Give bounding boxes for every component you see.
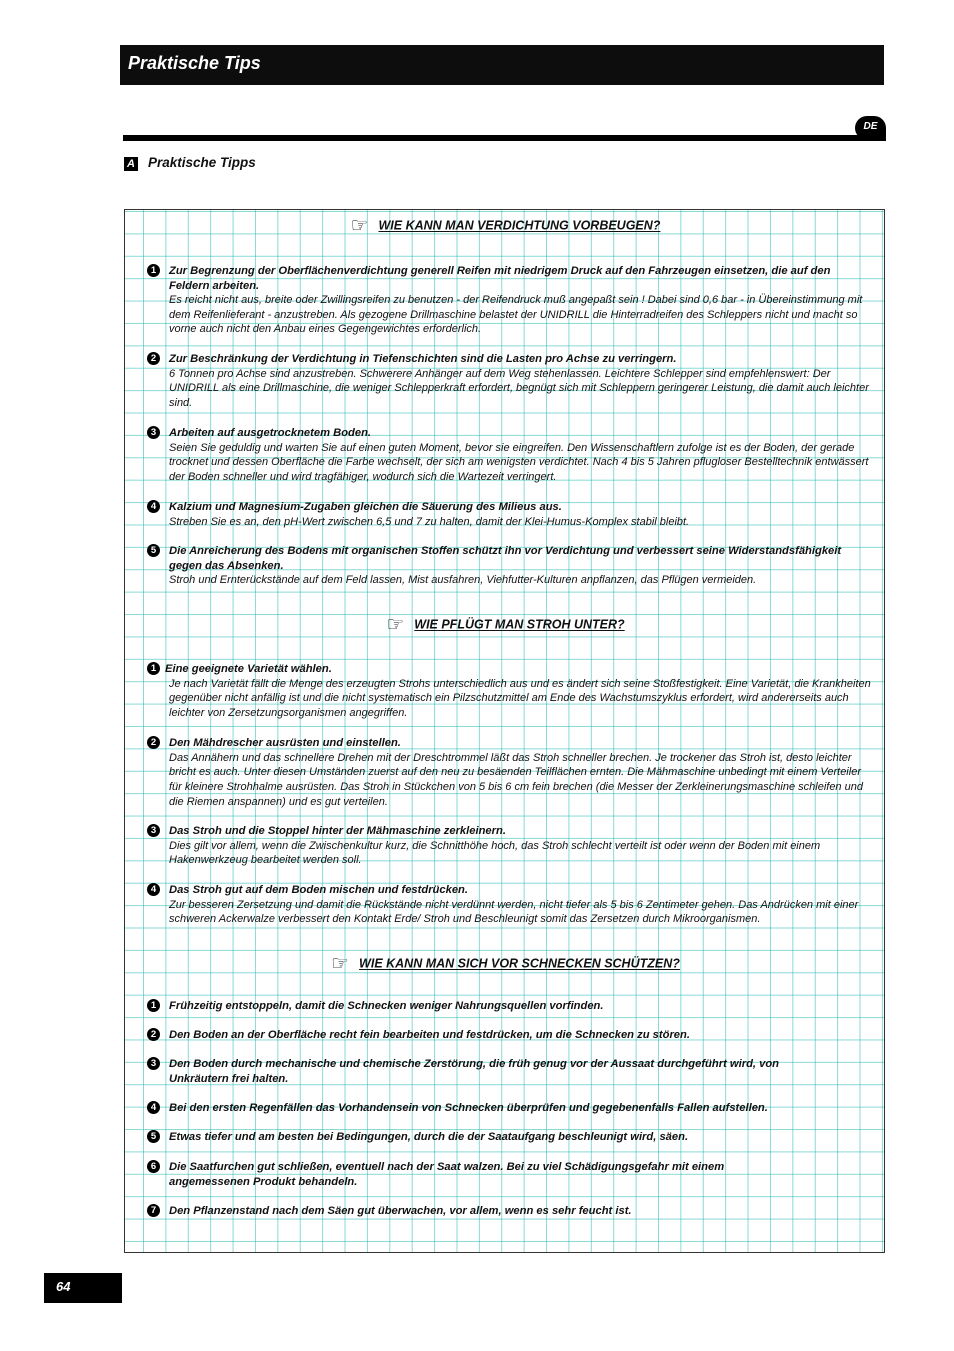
page-title: Praktische Tips <box>128 53 261 73</box>
list-item <box>147 1160 787 1189</box>
item-text: 6 Tonnen pro Achse sind anzustreben. Schwerere Anhänger auf dem Weg stehenlassen. Leichtere Schlepper sind empfehlenswert: Der UNIDRILL als eine Drillmaschine, die weniger Schlepperkraft erfordert, begnügt sich mit Schleppern geringerer Leistung, die damit auch leichter sind. <box>169 367 869 409</box>
item-number: 1 <box>147 662 160 675</box>
item-number: 4 <box>147 1101 160 1114</box>
item-heading: Das Stroh und die Stoppel hinter der Mähmaschine zerkleinern. <box>169 825 506 837</box>
list-item <box>147 999 871 1014</box>
topic-heading-straw <box>125 613 886 636</box>
list-item <box>147 544 871 588</box>
item-text: Dies gilt vor allem, wenn die Zwischenkultur kurz, die Schnitthöhe hoch, das Stroh schlecht verteilt ist oder wenn der Boden mit einem Hakenwerkzeug bearbeitet werden soll. <box>169 839 821 867</box>
item-text: Je nach Varietät fällt die Menge des erzeugten Strohs unterschiedlich aus und es ändert sich seine Stoßfestigkeit. Eine Varietät, die Krankheiten gegenüber nicht anfällig ist und die nicht systematisch ein Pilzschutzmittel am Ende des Wachstumszyklus erfordert, wird andererseits auch leichter von Zersetzungsorganismen angegriffen. <box>169 677 871 719</box>
item-number: 2 <box>147 1028 160 1041</box>
list-item <box>147 736 871 809</box>
pointing-hand-icon: ☞ <box>331 952 350 975</box>
header-bar <box>120 45 884 85</box>
topic-title: WIE KANN MAN VERDICHTUNG VORBEUGEN? <box>378 218 661 233</box>
item-heading: Das Stroh gut auf dem Boden mischen und festdrücken. <box>169 884 468 896</box>
header-rule <box>123 135 886 141</box>
item-number: 3 <box>147 1057 160 1070</box>
item-heading: Etwas tiefer und am besten bei Bedingungen, durch die der Saataufgang beschleunigt wird, säen. <box>169 1131 689 1143</box>
topic-heading-snails <box>125 952 886 975</box>
item-number: 5 <box>147 544 160 557</box>
language-badge: DE <box>855 116 886 140</box>
list-item <box>147 500 871 529</box>
item-text: Zur besseren Zersetzung und damit die Rückstände nicht verdünnt werden, nicht tiefer als 5 bis 6 Zentimeter gehen. Das Andrücken mit einer schweren Ackerwalze verbessert den Kontakt Erde/ Stroh und Beschleunigt somit das Zersetzen durch Mikroorganismen. <box>169 898 859 926</box>
item-text: Seien Sie geduldig und warten Sie auf einen guten Moment, bevor sie eingreifen. Den Wissenschaftlern zufolge ist es der Boden, der gerade trocknet und dessen Oberfläche die Farbe wechselt, der sich am wenigsten verdichtet. Nach 4 bis 5 Jahren pflugloser Bestelltechnik entwässert der Boden schneller und wird tragfähiger, wodurch sich die Wartezeit verringert. <box>169 441 869 483</box>
item-number: 1 <box>147 999 160 1012</box>
item-heading: Die Saatfurchen gut schließen, eventuell nach der Saat walzen. Bei zu viel Schädigungsgefahr mit einem angemessenen Produkt behandeln. <box>169 1161 725 1188</box>
list-item <box>147 1028 871 1043</box>
item-number: 2 <box>147 352 160 365</box>
item-number: 2 <box>147 736 160 749</box>
item-text: Das Annähern und das schnellere Drehen mit der Dreschtrommel läßt das Stroh schneller brechen. Je trockener das Stroh ist, desto leichter bricht es auch. Unter diesen Umständen zuerst auf den neu zu besäenden Teilflächen ernten. Die Mähmaschine unbedingt mit einem Verteiler für kleinere Strohhalme ausrüsten. Das Stroh in Stückchen von 5 bis 6 cm fein brechen (die Messer der Zerkleinerungsmaschine schleifen und die Riemen anspannen) und es gut verteilen. <box>169 751 863 808</box>
item-heading: Kalzium und Magnesium-Zugaben gleichen die Säuerung des Milieus aus. <box>169 501 562 513</box>
topic-title: WIE PFLÜGT MAN STROH UNTER? <box>414 617 625 632</box>
section-heading: Praktische Tipps <box>148 155 256 170</box>
item-heading: Zur Beschränkung der Verdichtung in Tiefenschichten sind die Lasten pro Achse zu verringern. <box>169 353 677 365</box>
item-heading: Arbeiten auf ausgetrocknetem Boden. <box>169 427 372 439</box>
item-number: 7 <box>147 1204 160 1217</box>
item-number: 4 <box>147 500 160 513</box>
item-heading: Bei den ersten Regenfällen das Vorhandensein von Schnecken überprüfen und gegebenenfalls Fallen aufstellen. <box>169 1102 768 1114</box>
section-marker: A <box>124 157 138 171</box>
item-text: Es reicht nicht aus, breite oder Zwillingsreifen zu benutzen - der Reifendruck muß angepaßt sein ! Dabei sind 0,6 bar - in Übereinstimmung mit dem Reifenlieferant - anzustreben. Als gezogene Drillmaschine belastet der UNIDRILL die Hinterradreifen des Schleppers nicht und macht so vorne auch nicht den Anbau eines Gegengewichtes erforderlich. <box>169 294 863 336</box>
topic-title: WIE KANN MAN SICH VOR SCHNECKEN SCHÜTZEN? <box>359 956 680 971</box>
item-number: 1 <box>147 264 160 277</box>
tips-grid-panel <box>124 209 885 1253</box>
item-number: 3 <box>147 824 160 837</box>
list-item <box>147 662 871 721</box>
list-item <box>147 883 871 927</box>
list-item <box>147 1057 807 1086</box>
topic-heading-compaction <box>125 214 886 237</box>
item-text: Streben Sie es an, den pH-Wert zwischen 6,5 und 7 zu halten, damit der Klei-Humus-Komplex stabil bleibt. <box>169 515 690 528</box>
list-item <box>147 426 871 485</box>
page-number: 64 <box>44 1273 122 1303</box>
item-heading: Die Anreicherung des Bodens mit organischen Stoffen schützt ihn vor Verdichtung und verbessert seine Widerstandsfähigkeit gegen das Absenken. <box>169 545 842 572</box>
item-text: Stroh und Ernterückstände auf dem Feld lassen, Mist ausfahren, Viehfutter-Kulturen anpflanzen, das Pflügen vermeiden. <box>169 574 757 586</box>
pointing-hand-icon: ☞ <box>386 613 405 636</box>
item-heading: Den Pflanzenstand nach dem Säen gut überwachen, vor allem, wenn es sehr feucht ist. <box>169 1205 632 1217</box>
item-heading: Frühzeitig entstoppeln, damit die Schnecken weniger Nahrungsquellen vorfinden. <box>169 1000 604 1012</box>
pointing-hand-icon: ☞ <box>350 214 369 237</box>
item-heading: Den Boden an der Oberfläche recht fein bearbeiten und festdrücken, um die Schnecken zu stören. <box>169 1029 690 1041</box>
list-item <box>147 352 871 411</box>
list-item <box>147 1101 871 1116</box>
item-heading: Den Boden durch mechanische und chemische Zerstörung, die früh genug vor der Aussaat durchgeführt wird, von Unkräutern frei halten. <box>169 1058 780 1085</box>
item-number: 5 <box>147 1130 160 1143</box>
list-item <box>147 1204 871 1219</box>
item-number: 4 <box>147 883 160 896</box>
item-number: 3 <box>147 426 160 439</box>
item-number: 6 <box>147 1160 160 1173</box>
item-heading: Zur Begrenzung der Oberflächenverdichtung generell Reifen mit niedrigem Druck auf den Fahrzeugen einsetzen, die auf den Feldern arbeiten. <box>169 265 831 292</box>
item-heading: Eine geeignete Varietät wählen. <box>165 663 332 675</box>
list-item <box>147 264 871 337</box>
list-item <box>147 824 871 868</box>
list-item <box>147 1130 871 1145</box>
item-heading: Den Mähdrescher ausrüsten und einstellen. <box>169 737 401 749</box>
